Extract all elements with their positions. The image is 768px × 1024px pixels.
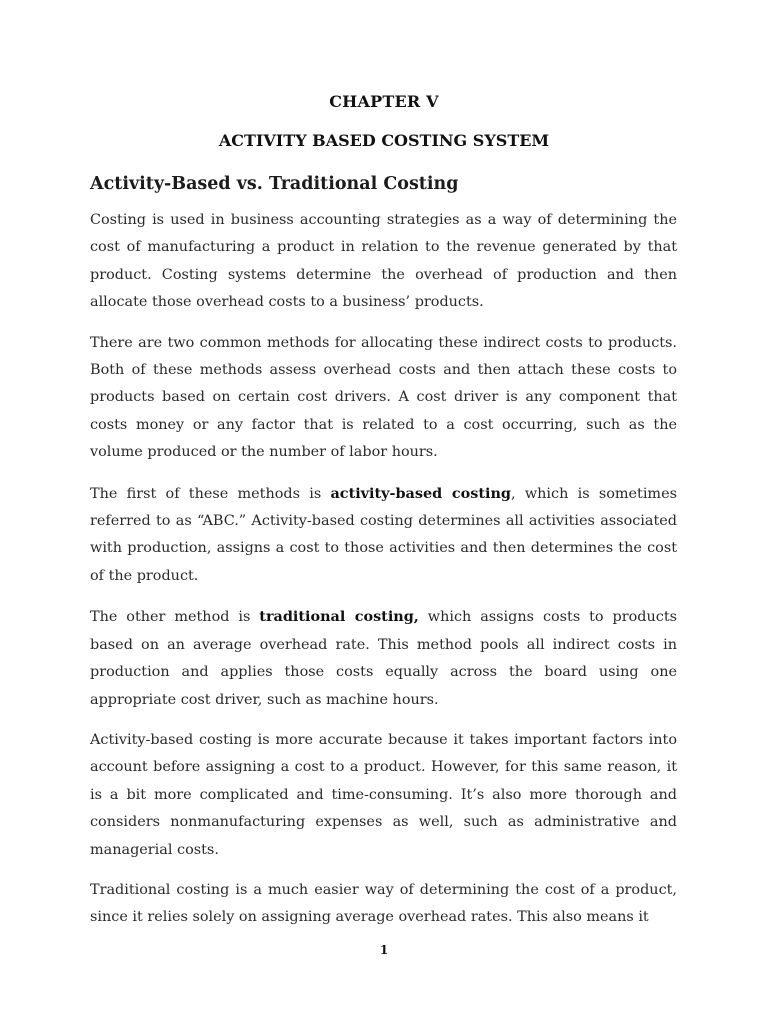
paragraph-4-text-start: The other method is <box>90 609 260 626</box>
paragraph-4-text-end: which assigns costs to products based on an average overhead rate. This method pools all indirect costs in production and applies those costs equally across the board using one appropriate cost driver, such as machine hours. <box>90 609 677 708</box>
section-heading: Activity-Based vs. Traditional Costing <box>90 174 459 194</box>
paragraph-5: Activity-based costing is more accurate because it takes important factors into account before assigning a cost to a product. However, for this same reason, it is a bit more complicated and time-consuming. It’s also more thorough and considers nonmanufacturing expenses as well, such as administrative and managerial costs. <box>90 731 677 858</box>
term-activity-based-costing: activity-based costing <box>330 484 511 502</box>
paragraph-3-text-start: The first of these methods is <box>90 485 331 502</box>
body-text <box>90 207 677 945</box>
term-traditional-costing: traditional costing, <box>259 608 419 626</box>
paragraph-3-text-end: , which is sometimes referred to as “ABC.” Activity-based costing determines all activities associated with production, assigns a cost to those activities and then determines the cost of the product. <box>90 485 677 584</box>
paragraph-3 <box>90 480 677 591</box>
paragraph-2: There are two common methods for allocating these indirect costs to products. Both of these methods assess overhead costs and then attach these costs to products based on certain cost drivers. A cost driver is any component that costs money or any factor that is related to a cost occurring, such as the volume produced or the number of labor hours. <box>90 334 677 461</box>
paragraph-4 <box>90 603 677 714</box>
paragraph-1: Costing is used in business accounting strategies as a way of determining the cost of manufacturing a product in relation to the revenue generated by that product. Costing systems determine the overhead of production and then allocate those overhead costs to a business’ products. <box>90 212 677 311</box>
chapter-subtitle: ACTIVITY BASED COSTING SYSTEM <box>218 131 550 150</box>
page-number: 1 <box>379 943 389 957</box>
paragraph-6: Traditional costing is a much easier way of determining the cost of a product, since it relies solely on assigning average overhead rates. This also means it <box>90 881 677 926</box>
chapter-title: CHAPTER V <box>329 92 439 111</box>
